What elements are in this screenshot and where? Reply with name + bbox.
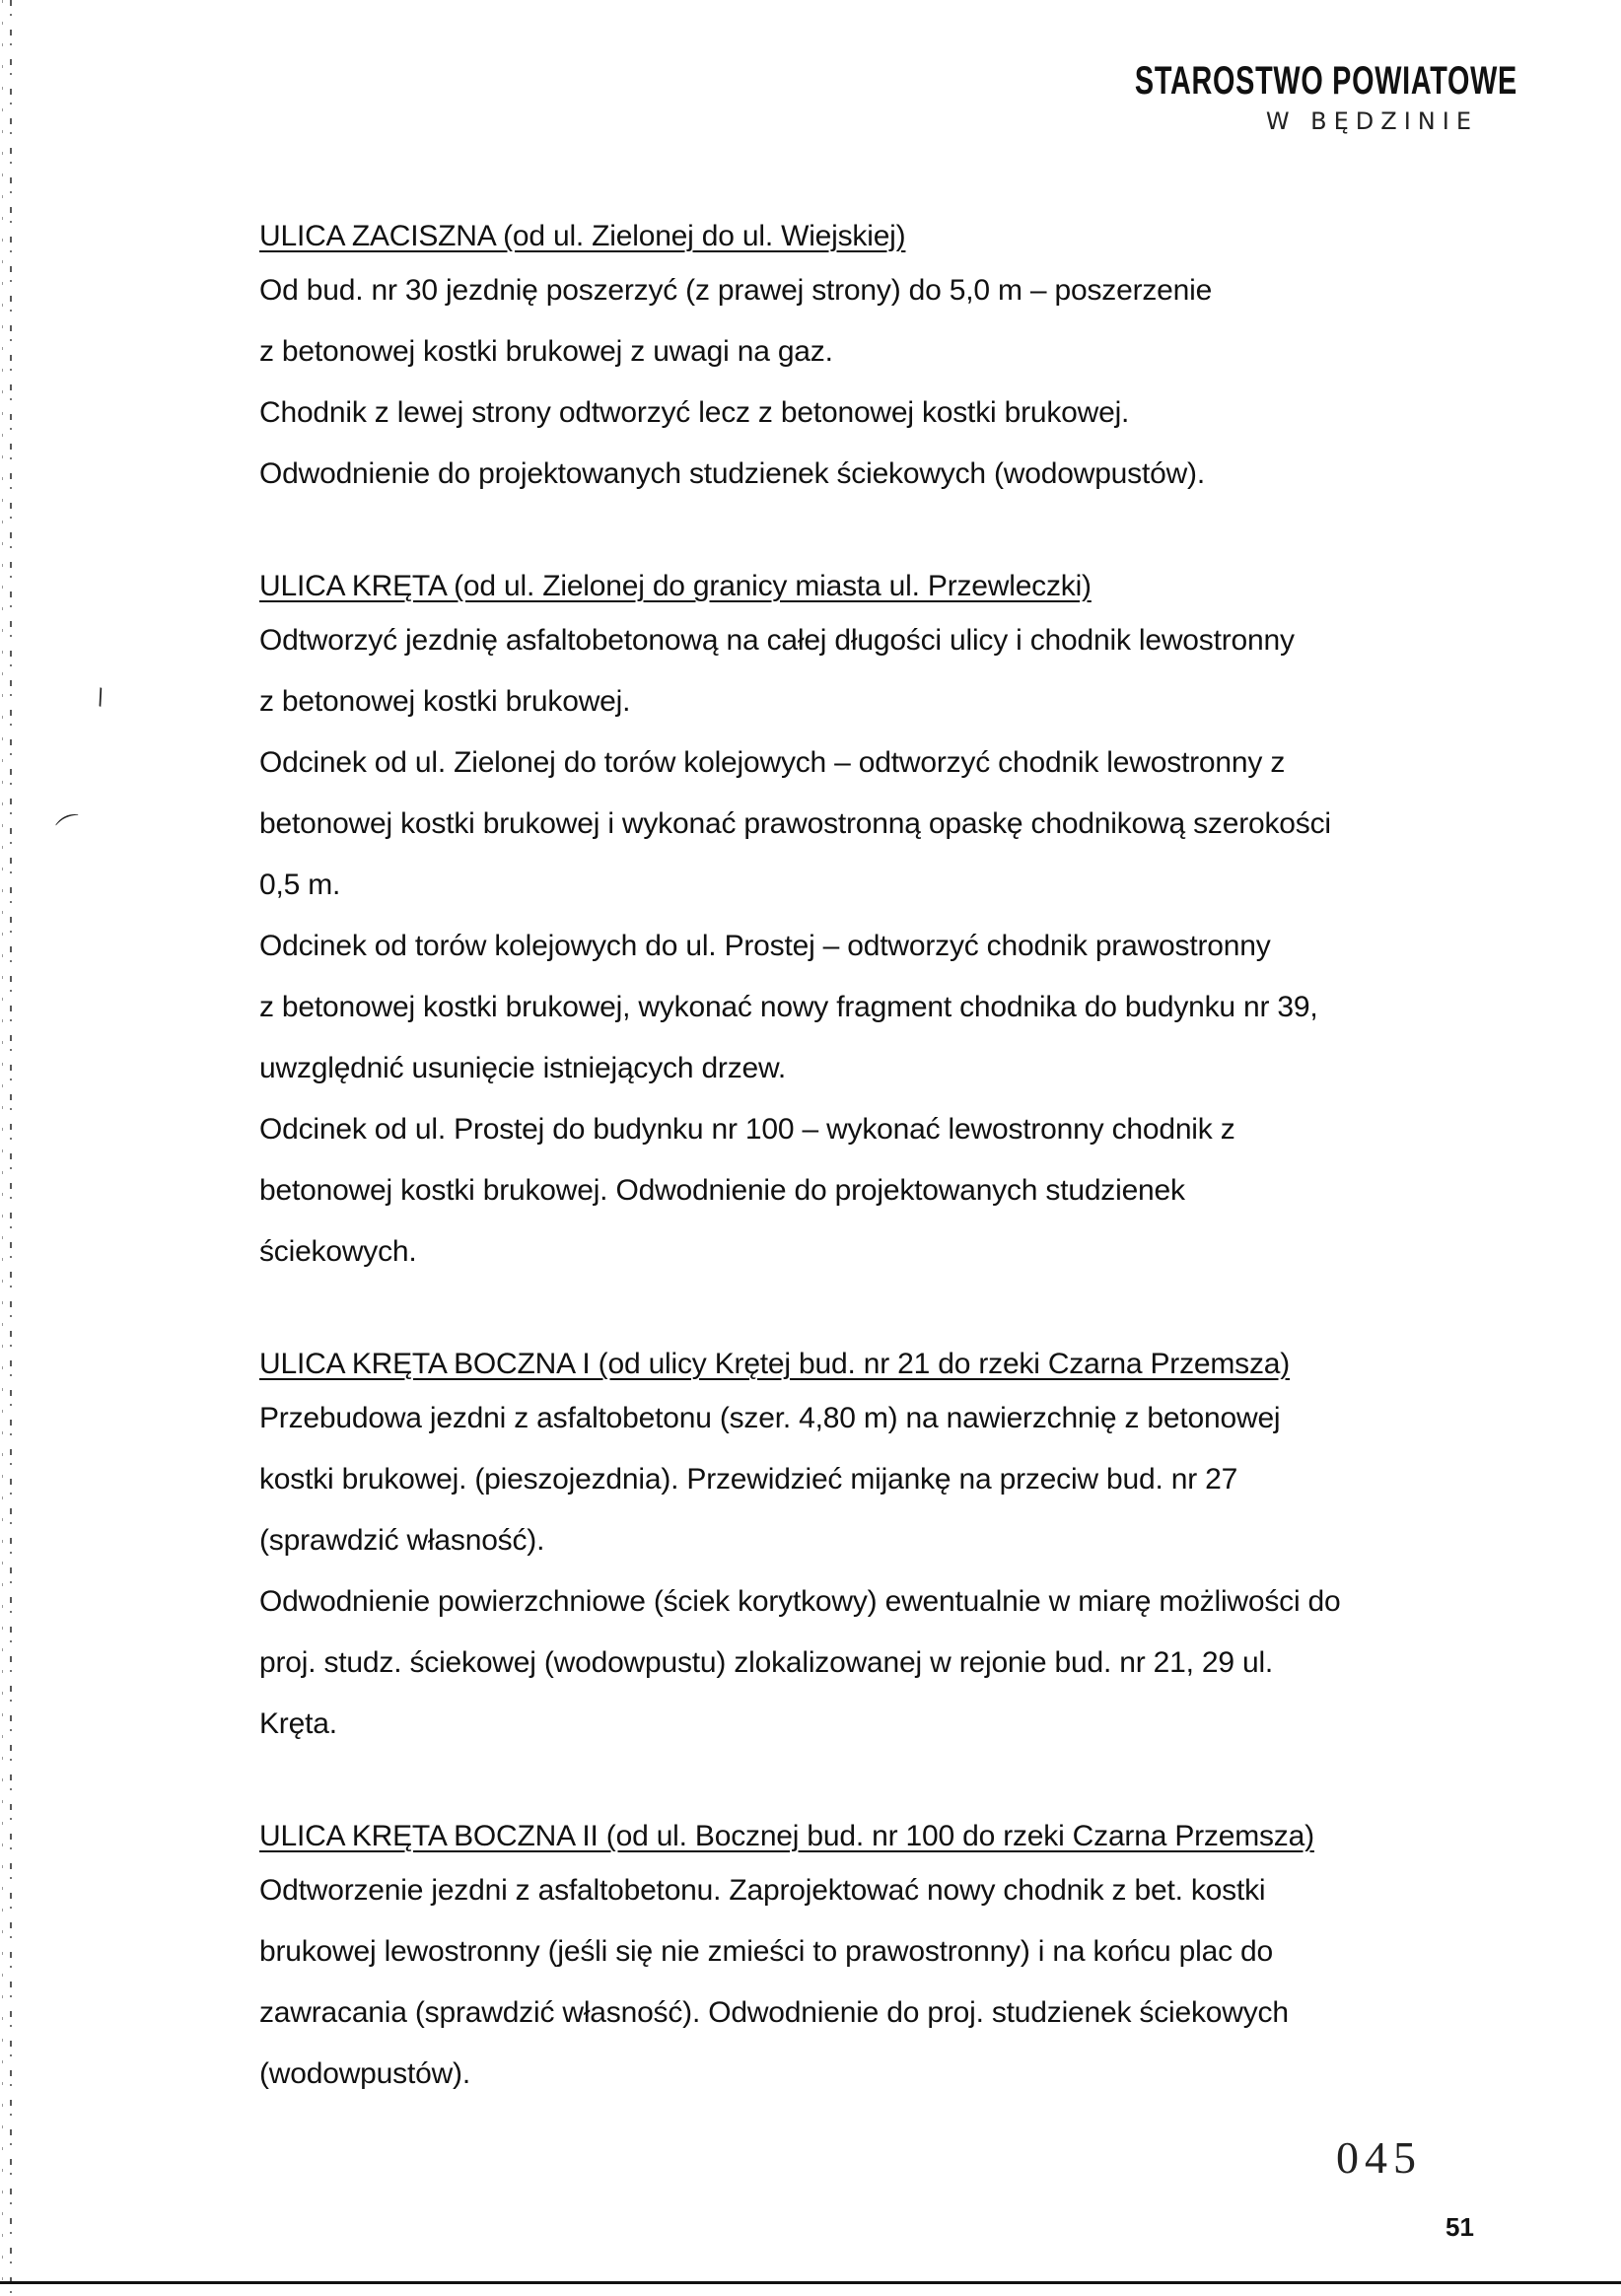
stamp-location: W BĘDZINIE — [1265, 107, 1478, 135]
text-line: Odcinek od ul. Prostej do budynku nr 100 – wykonać lewostronny chodnik z — [259, 1113, 1235, 1146]
street-section — [259, 1812, 1472, 2105]
scan-artifact-bottom-line — [0, 2281, 1621, 2284]
text-line: Odwodnienie do projektowanych studzienek ściekowych (wodowpustów). — [259, 457, 1205, 490]
office-stamp — [986, 59, 1517, 135]
section-heading: ULICA KRĘTA BOCZNA II (od ul. Bocznej bud. nr 100 do rzeki Czarna Przemsza) — [259, 1820, 1314, 1852]
text-line: Odcinek od ul. Zielonej do torów kolejowych – odtworzyć chodnik lewostronny z — [259, 746, 1286, 779]
text-line: uwzględnić usunięcie istniejących drzew. — [259, 1052, 786, 1084]
text-line: betonowej kostki brukowej i wykonać prawostronną opaskę chodnikową szerokości — [259, 807, 1331, 840]
folio-number: 045 — [1336, 2132, 1422, 2183]
paragraph — [259, 1860, 1472, 2105]
text-line: Odcinek od torów kolejowych do ul. Prostej – odtworzyć chodnik prawostronny — [259, 930, 1271, 962]
text-line: (wodowpustów). — [259, 2057, 470, 2090]
text-line: Odwodnienie powierzchniowe (ściek korytkowy) ewentualnie w miarę możliwości do — [259, 1585, 1341, 1618]
text-line: brukowej lewostronny (jeśli się nie zmieści to prawostronny) i na końcu plac do — [259, 1935, 1274, 1968]
text-line: zawracania (sprawdzić własność). Odwodnienie do proj. studzienek ściekowych — [259, 1996, 1289, 2029]
text-line: Przebudowa jezdni z asfaltobetonu (szer. 4,80 m) na nawierzchnię z betonowej — [259, 1402, 1281, 1434]
street-section — [259, 212, 1472, 505]
paragraph — [259, 1571, 1472, 1755]
page-number: 51 — [1445, 2212, 1474, 2242]
text-line: Odtworzyć jezdnię asfaltobetonową na całej długości ulicy i chodnik lewostronny — [259, 624, 1295, 657]
text-line: Kręta. — [259, 1707, 337, 1740]
paragraph — [259, 916, 1472, 1099]
paragraph — [259, 260, 1472, 383]
section-heading: ULICA KRĘTA BOCZNA I (od ulicy Krętej bud. nr 21 do rzeki Czarna Przemsza) — [259, 1348, 1291, 1380]
text-line: betonowej kostki brukowej. Odwodnienie do projektowanych studzienek — [259, 1174, 1185, 1207]
section-heading: ULICA ZACISZNA (od ul. Zielonej do ul. Wiejskiej) — [259, 220, 906, 252]
paragraph — [259, 383, 1472, 444]
paragraph — [259, 444, 1472, 505]
document-body — [259, 212, 1472, 2162]
paragraph — [259, 1388, 1472, 1571]
text-line: Od bud. nr 30 jezdnię poszerzyć (z prawej strony) do 5,0 m – poszerzenie — [259, 274, 1213, 307]
stamp-office-name: STAROSTWO POWIATOWE — [1134, 59, 1517, 103]
text-line: z betonowej kostki brukowej, wykonać nowy fragment chodnika do budynku nr 39, — [259, 991, 1318, 1023]
text-line: (sprawdzić własność). — [259, 1524, 545, 1557]
text-line: Chodnik z lewej strony odtworzyć lecz z betonowej kostki brukowej. — [259, 396, 1130, 429]
paragraph — [259, 732, 1472, 916]
scan-artifact-edge-outer — [2, 0, 3, 2296]
paragraph — [259, 1099, 1472, 1283]
text-line: proj. studz. ściekowej (wodowpustu) zlokalizowanej w rejonie bud. nr 21, 29 ul. — [259, 1646, 1274, 1679]
text-line: z betonowej kostki brukowej z uwagi na gaz. — [259, 335, 833, 368]
scan-artifact-edge — [10, 0, 12, 2296]
text-line: z betonowej kostki brukowej. — [259, 685, 631, 718]
scan-artifact-mark: ⌒ — [52, 809, 90, 848]
text-line: kostki brukowej. (pieszojezdnia). Przewidzieć mijankę na przeciw bud. nr 27 — [259, 1463, 1238, 1496]
street-section — [259, 562, 1472, 1283]
paragraph — [259, 610, 1472, 732]
street-section — [259, 1340, 1472, 1755]
section-heading: ULICA KRĘTA (od ul. Zielonej do granicy miasta ul. Przewleczki) — [259, 570, 1092, 602]
text-line: ściekowych. — [259, 1235, 417, 1268]
scan-artifact-mark: \ — [92, 684, 108, 711]
text-line: Odtworzenie jezdni z asfaltobetonu. Zaprojektować nowy chodnik z bet. kostki — [259, 1874, 1266, 1907]
text-line: 0,5 m. — [259, 869, 341, 901]
